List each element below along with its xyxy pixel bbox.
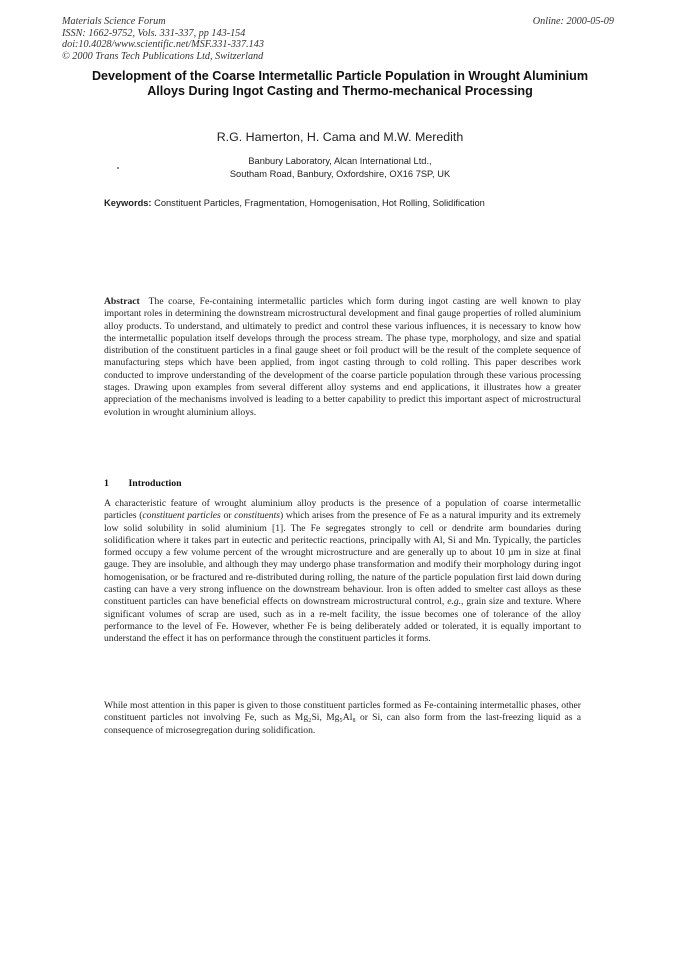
keywords-text: Constituent Particles, Fragmentation, Homogenisation, Hot Rolling, Solidification (154, 198, 485, 208)
section-number: 1 (104, 478, 109, 489)
introduction-paragraph-1 (104, 498, 581, 646)
abstract-text: The coarse, Fe-containing intermetallic particles which form during ingot casting are well known to play important roles in determining the downstream microstructural development and final gauge properties of rolled aluminium alloy products. To understand, and ultimately to predict and control these various influences, it is necessary to know how the intermetallic population itself develops through the process stream. The phase type, morphology, and size and spatial distribution of the constituent particles in a final gauge sheet or foil product will be the result of the complete sequence of manufacturing steps which have been applied, from ingot casting through to cold rolling. This paper describes work conducted to improve understanding of the development of the coarse particle population through these various processing stages. Drawing upon examples from several different alloy systems and end applications, it illustrates how a greater appreciation of the mechanisms involved is leading to a better capability to predict this important aspect of microstructural evolution in wrought aluminium alloys. (104, 296, 582, 418)
para1-text-a: A characteristic feature of wrought aluminium alloy products is the presence of a population of coarse intermetallic particles ( (104, 498, 581, 522)
para1-text-b: or (220, 510, 235, 522)
affiliation (90, 155, 590, 180)
section-heading-introduction (104, 478, 182, 489)
keywords-label: Keywords: (104, 198, 152, 208)
para1-emphasis-constituent-particles: constituent particles (142, 510, 221, 522)
journal-header (62, 16, 264, 62)
para1-text-c: ) which arises from the presence of Fe as a natural impurity and its extremely low solid solubility in solid aluminium [1]. The Fe segregates strongly to cell or dendrite arm boundaries during solidification where it takes part in eutectic and peritectic reactions, principally with Al, Si and Mn. Typically, the particles formed occupy a few volume percent of the wrought microstructure and are generally up to about 10 µm in size at final gauge. They are insoluble, and although they may undergo phase transformation and modify their morphology during ingot homogenisation, or be fractured and re-distributed during rolling, the nature of the particle population first laid down during casting can have a very strong influence on the downstream behaviour. Iron is often added to smelter cast alloys as these constituent particles can have beneficial effects on downstream microstructural control, (104, 510, 581, 608)
paper-title: Development of the Coarse Intermetallic Particle Population in Wrought Aluminium Alloys During Ingot Casting and Thermo-mechanical Processing (91, 69, 589, 98)
copyright-line: © 2000 Trans Tech Publications Ltd, Switzerland (62, 50, 264, 62)
doi-line: doi:10.4028/www.scientific.net/MSF.331-337.143 (62, 39, 264, 51)
para1-emphasis-constituents: constituents (234, 510, 280, 522)
issn-line: ISSN: 1662-9752, Vols. 331-337, pp 143-154 (62, 27, 246, 39)
abstract-label: Abstract (104, 296, 140, 307)
para1-text-d: , grain size and texture. Where significant volumes of scrap are used, such as in a re-melt facility, the issue becomes one of tolerance of the alloy performance to the level of Fe. However, whether Fe is being deliberately added or tolerated, it is equally important to understand the effect it has on performance through the constituent particles it forms. (104, 596, 581, 645)
author-list: R.G. Hamerton, H. Cama and M.W. Meredith (216, 130, 464, 144)
section-title: Introduction (128, 478, 182, 489)
abstract (104, 296, 581, 419)
keywords (104, 198, 584, 208)
para1-emphasis-eg: e.g. (447, 596, 462, 608)
online-date: Online: 2000-05-09 (532, 16, 614, 27)
journal-name: Materials Science Forum (62, 16, 166, 27)
scan-speck (117, 167, 119, 169)
introduction-paragraph-2: While most attention in this paper is given to those constituent particles formed as Fe-containing intermetallic phases, other constituent particles not involving Fe, such as Mg₂Si, Mg₅Al₈ or Si, can also form from the last-freezing liquid as a consequence of microsegregation during solidification. (104, 700, 581, 736)
affiliation-line-2: Southam Road, Banbury, Oxfordshire, OX16 7SP, UK (229, 168, 451, 179)
affiliation-line-1: Banbury Laboratory, Alcan International Ltd., (248, 156, 432, 166)
